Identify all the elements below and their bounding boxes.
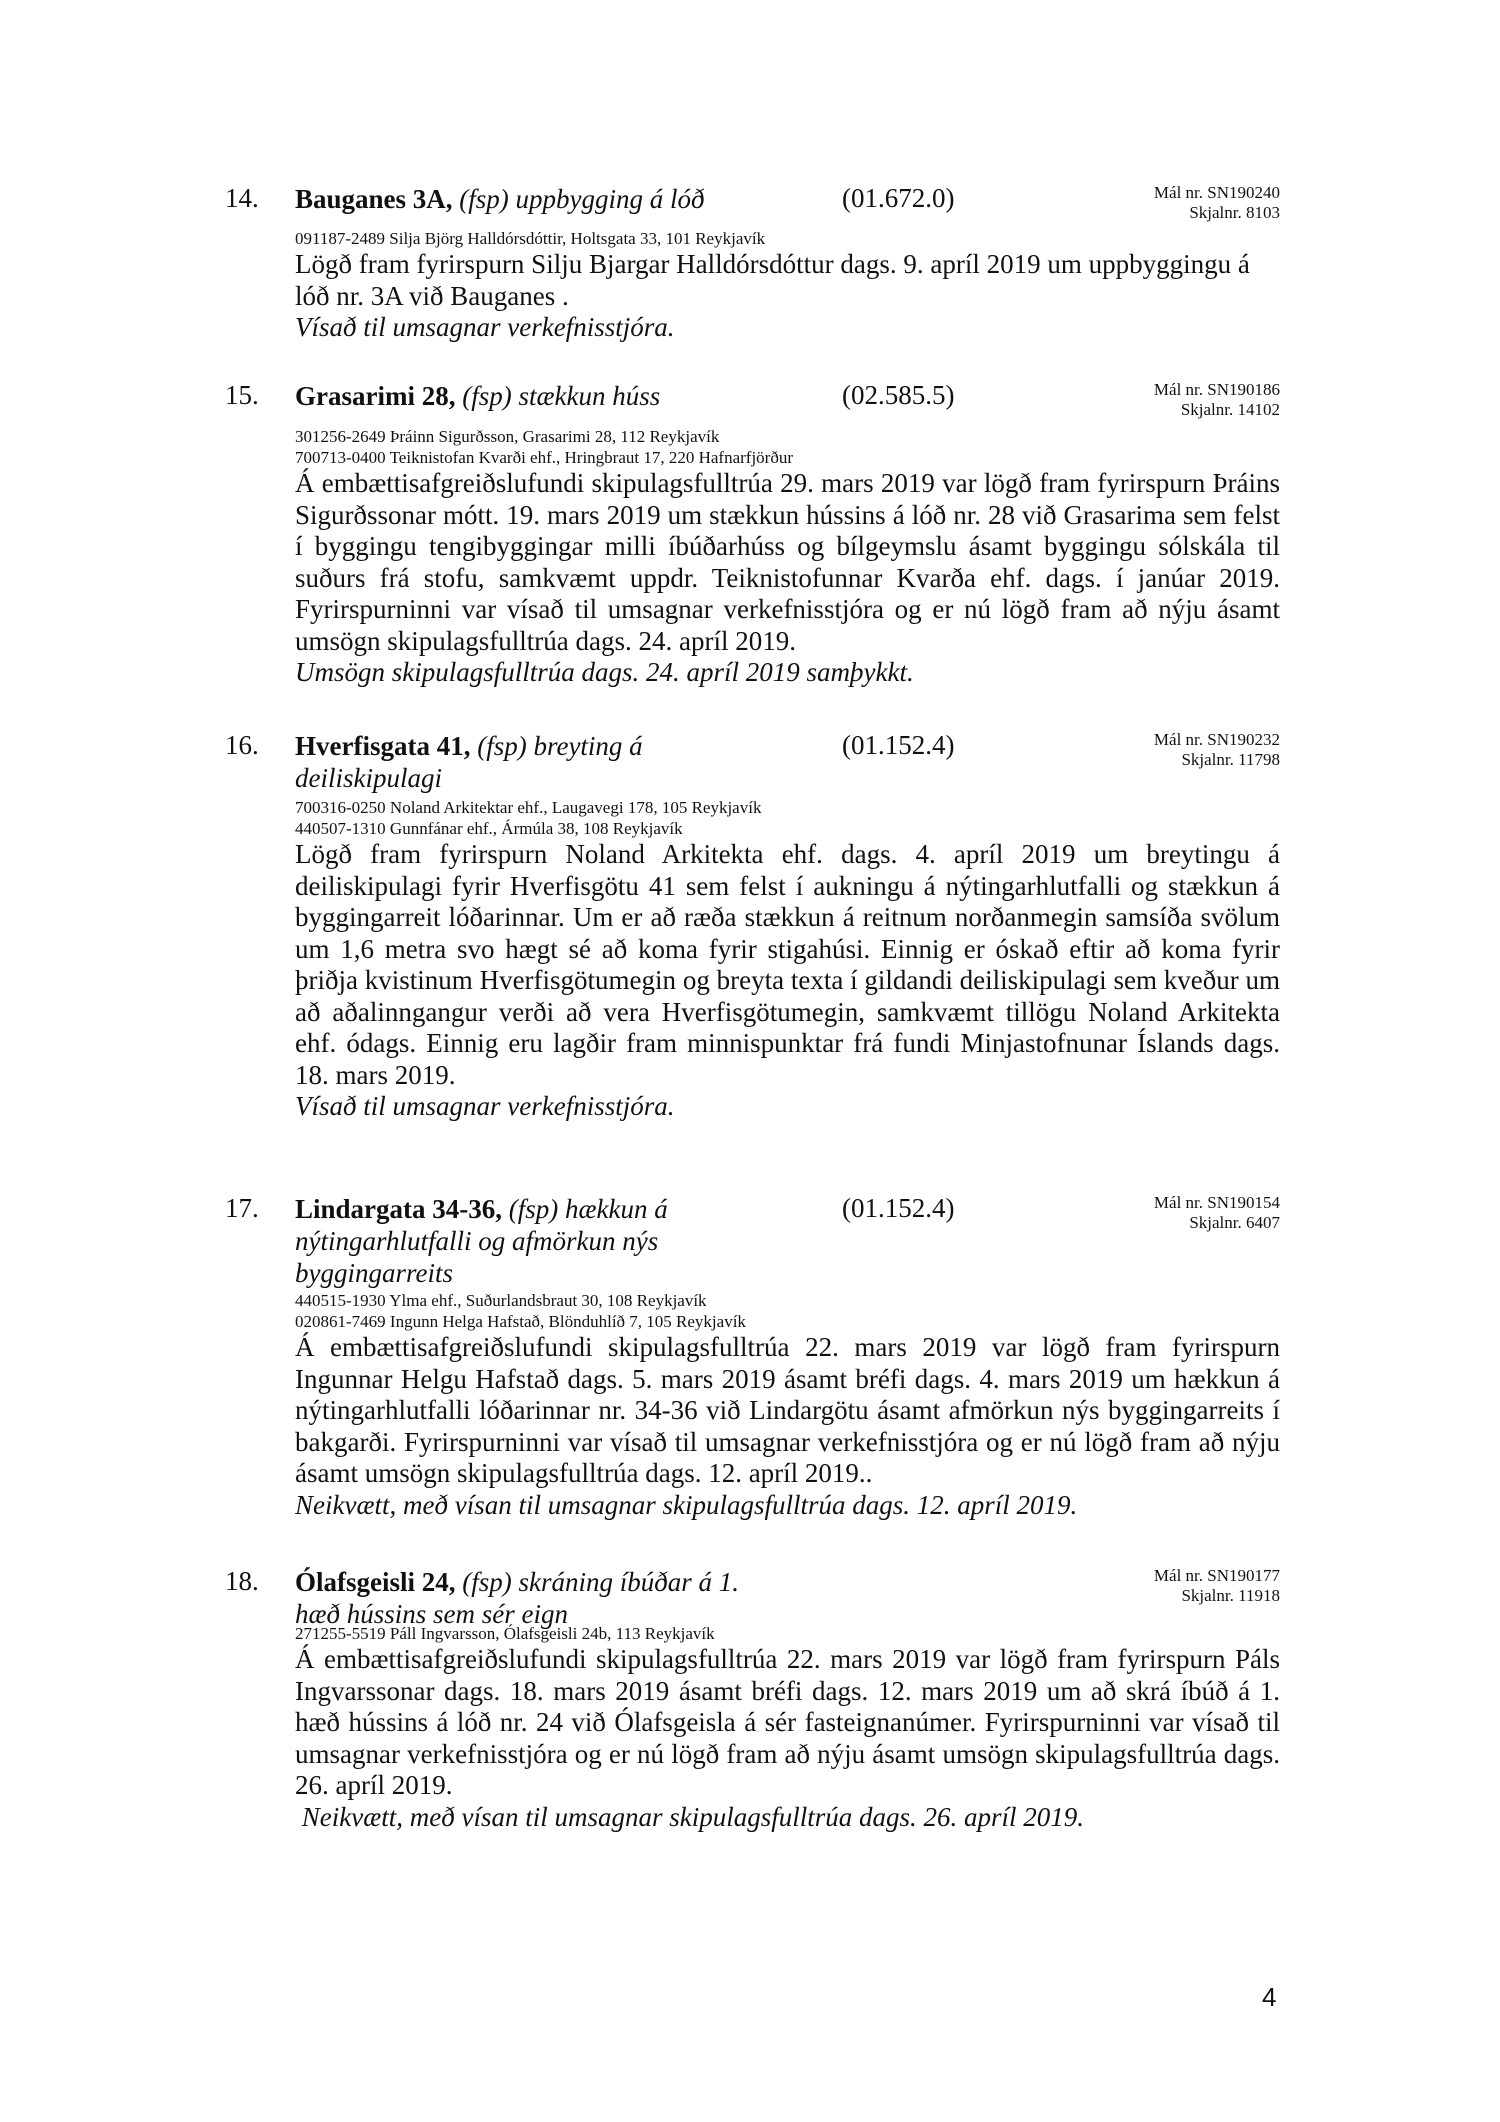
item-subject-cont: byggingarreits — [295, 1258, 453, 1288]
title-line-2 — [295, 762, 765, 794]
item-subject: (fsp) breyting á — [477, 731, 643, 761]
item-name: Hverfisgata 41, — [295, 731, 471, 761]
skjal-number: Skjalnr. 11798 — [1181, 750, 1280, 769]
item-reference — [1154, 730, 1280, 770]
item-decision: Neikvætt, með vísan til umsagnar skipulagsfulltrúa dags. 26. apríl 2019. — [295, 1801, 1084, 1832]
item-name: Ólafsgeisli 24, — [295, 1567, 456, 1597]
party-line: 091187-2489 Silja Björg Halldórsdóttir, Holtsgata 33, 101 Reykjavík — [295, 229, 766, 248]
item-subject: (fsp) uppbygging á lóð — [459, 184, 705, 214]
title-line-1 — [295, 730, 765, 762]
party-line: 700316-0250 Noland Arkitektar ehf., Laugavegi 178, 105 Reykjavík — [295, 798, 762, 817]
item-description: Á embættisafgreiðslufundi skipulagsfulltrúa 22. mars 2019 var lögð fram fyrirspurn Páls Ingvarssonar dags. 18. mars 2019 ásamt bréfi dags. 12. mars 2019 um að skrá íbúð á 1. hæð hússins á lóð nr. 24 við Ólafsgeisla á sér fasteignanúmer. Fyrirspurninni var vísað til umsagnar verkefnisstjóra og er nú lögð fram að nýju ásamt umsögn skipulagsfulltrúa dags. 26. apríl 2019. — [295, 1644, 1280, 1800]
item-subject-cont: deiliskipulagi — [295, 763, 442, 793]
item-number: 16. — [225, 730, 259, 760]
skjal-number: Skjalnr. 11918 — [1181, 1586, 1280, 1605]
title-line-3 — [295, 1257, 765, 1289]
skjal-number: Skjalnr. 14102 — [1180, 400, 1280, 419]
title-line-2 — [295, 1225, 765, 1257]
item-reference — [1154, 1193, 1280, 1233]
item-body — [295, 1623, 1280, 1833]
item-subject: (fsp) skráning íbúðar á 1. — [462, 1567, 739, 1597]
title-line-1 — [295, 1193, 765, 1225]
mal-number: Mál nr. SN190240 — [1153, 183, 1280, 202]
party-line: 271255-5519 Páll Ingvarsson, Ólafsgeisli 24b, 113 Reykjavík — [295, 1624, 715, 1643]
item-description: Á embættisafgreiðslufundi skipulagsfulltrúa 22. mars 2019 var lögð fram fyrirspurn Ingunnar Helgu Hafstað dags. 5. mars 2019 ásamt bréfi dags. 4. mars 2019 um hækkun á nýtingarhlutfalli lóðarinnar nr. 34-36 við Lindargötu ásamt afmörkun nýs byggingarreits í bakgarði. Fyrirspurninni var vísað til umsagnar verkefnisstjóra og er nú lögð fram að nýju ásamt umsögn skipulagsfulltrúa dags. 12. apríl 2019.. — [295, 1332, 1280, 1488]
item-decision: Neikvætt, með vísan til umsagnar skipulagsfulltrúa dags. 12. apríl 2019. — [295, 1489, 1078, 1520]
item-description: Lögð fram fyrirspurn Silju Bjargar Halldórsdóttur dags. 9. apríl 2019 um uppbyggingu á lóð nr. 3A við Bauganes . — [295, 249, 1250, 311]
item-name: Lindargata 34-36, — [295, 1194, 503, 1224]
item-body — [295, 1290, 1280, 1521]
mal-number: Mál nr. SN190177 — [1153, 1566, 1280, 1585]
item-description: Á embættisafgreiðslufundi skipulagsfulltrúa 29. mars 2019 var lögð fram fyrirspurn Þráins Sigurðssonar mótt. 19. mars 2019 um stækkun hússins á lóð nr. 28 við Grasarima sem felst í byggingu tengibyggingar milli íbúðarhúss og bílgeymslu ásamt byggingu sólskála til suðurs frá stofu, samkvæmt uppdr. Teiknistofunnar Kvarða ehf. dags. í janúar 2019. Fyrirspurninni var vísað til umsagnar verkefnisstjóra og er nú lögð fram að nýju ásamt umsögn skipulagsfulltrúa dags. 24. apríl 2019. — [295, 468, 1280, 656]
item-reference — [1154, 380, 1280, 420]
item-number: 17. — [225, 1193, 259, 1223]
item-title — [295, 183, 715, 215]
item-body — [295, 228, 1280, 344]
mal-number: Mál nr. SN190154 — [1153, 1193, 1280, 1212]
party-line: 700713-0400 Teiknistofan Kvarði ehf., Hringbraut 17, 220 Hafnarfjörður — [295, 448, 793, 467]
page-number: 4 — [1262, 1982, 1277, 2012]
item-title — [295, 380, 715, 412]
item-decision: Vísað til umsagnar verkefnisstjóra. — [295, 312, 675, 342]
item-code: (01.672.0) — [842, 183, 955, 213]
item-decision: Umsögn skipulagsfulltrúa dags. 24. apríl 2019 samþykkt. — [295, 657, 914, 687]
mal-number: Mál nr. SN190186 — [1153, 380, 1280, 399]
item-number: 18. — [225, 1566, 259, 1596]
item-number: 14. — [225, 183, 259, 213]
item-description: Lögð fram fyrirspurn Noland Arkitekta ehf. dags. 4. apríl 2019 um breytingu á deiliskipulagi fyrir Hverfisgötu 41 sem felst í aukningu á nýtingarhlutfalli og stækkun á byggingarreit lóðarinnar. Um er að ræða stækkun á reitnum norðanmegin samsíða svölum um 1,6 metra svo hægt sé að koma fyrir stigahúsi. Einnig er óskað eftir að koma fyrir þriðja kvistinum Hverfisgötumegin og breyta texta í gildandi deiliskipulagi sem kveður um að aðalinngangur verði að vera Hverfisgötumegin, samkvæmt tillögu Noland Arkitekta ehf. ódags. Einnig eru lagðir fram minnispunktar frá fundi Minjastofnunar Íslands dags. 18. mars 2019. — [295, 839, 1280, 1090]
party-line: 020861-7469 Ingunn Helga Hafstað, Blönduhlíð 7, 105 Reykjavík — [295, 1312, 746, 1331]
item-subject-cont: hæð hússins sem sér eign — [295, 1599, 569, 1629]
item-title — [295, 1566, 795, 1630]
skjal-number: Skjalnr. 8103 — [1189, 203, 1280, 222]
item-reference — [1154, 1566, 1280, 1606]
item-code: (01.152.4) — [842, 1193, 955, 1223]
item-code: (02.585.5) — [842, 380, 955, 410]
item-subject: (fsp) stækkun húss — [462, 381, 661, 411]
item-body — [295, 426, 1280, 689]
title-line-1 — [295, 1566, 795, 1598]
party-line: 440515-1930 Ylma ehf., Suðurlandsbraut 30, 108 Reykjavík — [295, 1291, 707, 1310]
item-name: Grasarimi 28, — [295, 381, 456, 411]
item-subject: (fsp) hækkun á — [508, 1194, 668, 1224]
party-line: 301256-2649 Þráinn Sigurðsson, Grasarimi 28, 112 Reykjavík — [295, 427, 720, 446]
mal-number: Mál nr. SN190232 — [1153, 730, 1280, 749]
item-subject-cont: nýtingarhlutfalli og afmörkun nýs — [295, 1226, 659, 1256]
item-name: Bauganes 3A, — [295, 184, 453, 214]
skjal-number: Skjalnr. 6407 — [1189, 1213, 1280, 1232]
item-decision: Vísað til umsagnar verkefnisstjóra. — [295, 1091, 675, 1121]
party-line: 440507-1310 Gunnfánar ehf., Ármúla 38, 108 Reykjavík — [295, 819, 683, 838]
item-code: (01.152.4) — [842, 730, 955, 760]
item-number: 15. — [225, 380, 259, 410]
item-title — [295, 1193, 765, 1289]
item-body — [295, 797, 1280, 1123]
item-title — [295, 730, 765, 794]
item-reference — [1154, 183, 1280, 223]
